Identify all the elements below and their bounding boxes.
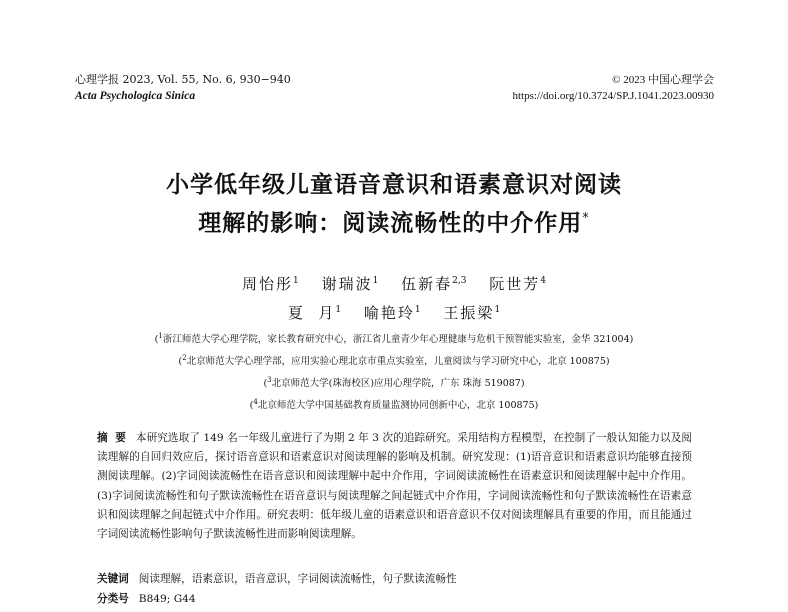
title-footnote-mark: *: [582, 211, 590, 226]
author-affiliation-mark: 1: [414, 305, 421, 315]
author-affiliation-mark: 1: [494, 305, 501, 315]
paper-title: [0, 168, 788, 241]
affiliation-list: [0, 327, 788, 416]
author-name: 阮世芳: [489, 275, 541, 293]
author-affiliation-mark: 1: [293, 276, 299, 286]
author: [288, 304, 341, 322]
affiliation-number: 1: [158, 332, 163, 340]
affiliation-number: 2: [182, 354, 187, 363]
author-affiliation-mark: 4: [540, 276, 546, 286]
author-row-1: [0, 268, 788, 297]
author-name: 谢瑞波: [321, 275, 373, 293]
author-name: 周怡彤: [242, 275, 294, 293]
affiliation-number: 4: [253, 398, 258, 407]
author-name: 王振梁: [443, 304, 495, 322]
author-affiliation-mark: 1: [335, 305, 342, 315]
author: [242, 275, 299, 293]
keywords: [97, 570, 457, 588]
journal-english-name: Acta Psychologica Sinica: [75, 90, 196, 102]
author: [489, 275, 546, 293]
author-row-2: [0, 297, 788, 326]
author: [364, 304, 421, 322]
affiliation-text: 北京师范大学心理学部，应用实验心理北京市重点实验室，儿童阅读与学习研究中心，北京 100875): [186, 356, 610, 368]
author: [322, 275, 379, 293]
affiliation-text: 浙江师范大学心理学院，家长教育研究中心，浙江省儿童青少年心理健康与危机干预智能实验室，金华 321004): [162, 334, 634, 346]
doi-link[interactable]: https://doi.org/10.3724/SP.J.1041.2023.00930: [512, 90, 714, 102]
affiliation-item: ($^4$北京师范大学中国基础教育质量监测协同创新中心，北京 100875): [249, 398, 539, 412]
copyright-notice: © 2023 中国心理学会: [612, 74, 714, 86]
keywords-text: 阅读理解，语素意识，语音意识，字词阅读流畅性，句子默读流畅性: [138, 573, 457, 585]
author-name: 喻艳玲: [363, 304, 415, 322]
classification-text: B849; G44: [138, 593, 196, 605]
title-line-2-text: 理解的影响：阅读流畅性的中介作用: [198, 210, 583, 237]
affiliation-item: ($^3$北京师范大学(珠海校区)应用心理学院，广东 珠海 519087): [263, 376, 525, 390]
affiliation-text: 北京师范大学中国基础教育质量监测协同创新中心，北京 100875): [257, 400, 539, 412]
affiliation-text: 北京师范大学(珠海校区)应用心理学院，广东 珠海 519087): [271, 378, 525, 390]
affiliation-item: ($^1$浙江师范大学心理学院，家长教育研究中心，浙江省儿童青少年心理健康与危机干预智能实验室，金华 321004): [154, 332, 634, 346]
author: [401, 275, 466, 293]
title-line-2: [0, 202, 788, 241]
journal-citation: 心理学报 2023, Vol. 55, No. 6, 930−940: [75, 73, 291, 86]
affiliation-number: 3: [267, 376, 272, 385]
author: [443, 304, 500, 322]
title-line-1: 小学低年级儿童语音意识和语素意识对阅读: [166, 172, 622, 198]
author-name: 伍新春: [401, 275, 453, 293]
author-list: [0, 268, 788, 326]
abstract: [97, 429, 692, 544]
classification: [97, 590, 196, 608]
author-name: 夏 月: [287, 304, 336, 322]
classification-label: 分类号: [97, 593, 129, 605]
journal-header-left: [75, 72, 291, 104]
keywords-label: 关键词: [97, 573, 129, 585]
abstract-label: 摘 要: [97, 432, 126, 444]
affiliation-item: ($^2$北京师范大学心理学部，应用实验心理北京市重点实验室，儿童阅读与学习研究中心，北京 100875): [178, 354, 610, 368]
journal-header-right: [513, 72, 715, 104]
author-affiliation-mark: 1: [372, 276, 379, 286]
author-affiliation-mark: 2,3: [452, 276, 467, 286]
abstract-text: 本研究选取了 149 名一年级儿童进行了为期 2 年 3 次的追踪研究。采用结构方程模型，在控制了一般认知能力以及阅读理解的自回归效应后，探讨语音意识和语素意识对阅读理解的影响及机制。研究发现：(1)语音意识和语素意识均能够直接预测阅读理解。(2)字词阅读流畅性在语音意识和阅读理解中起中介作用，字词阅读流畅性在语素意识和阅读理解中起中介作用。(3)字词阅读流畅性和句子默读流畅性在语音意识与阅读理解之间起链式中介作用，字词阅读流畅性和句子默读流畅性在语素意识和阅读理解之间起链式中介作用。研究表明：低年级儿童的语素意识和语音意识不仅对阅读理解具有重要的作用，而且能通过字词阅读流畅性影响句子默读流畅性进而影响阅读理解。: [97, 432, 692, 541]
